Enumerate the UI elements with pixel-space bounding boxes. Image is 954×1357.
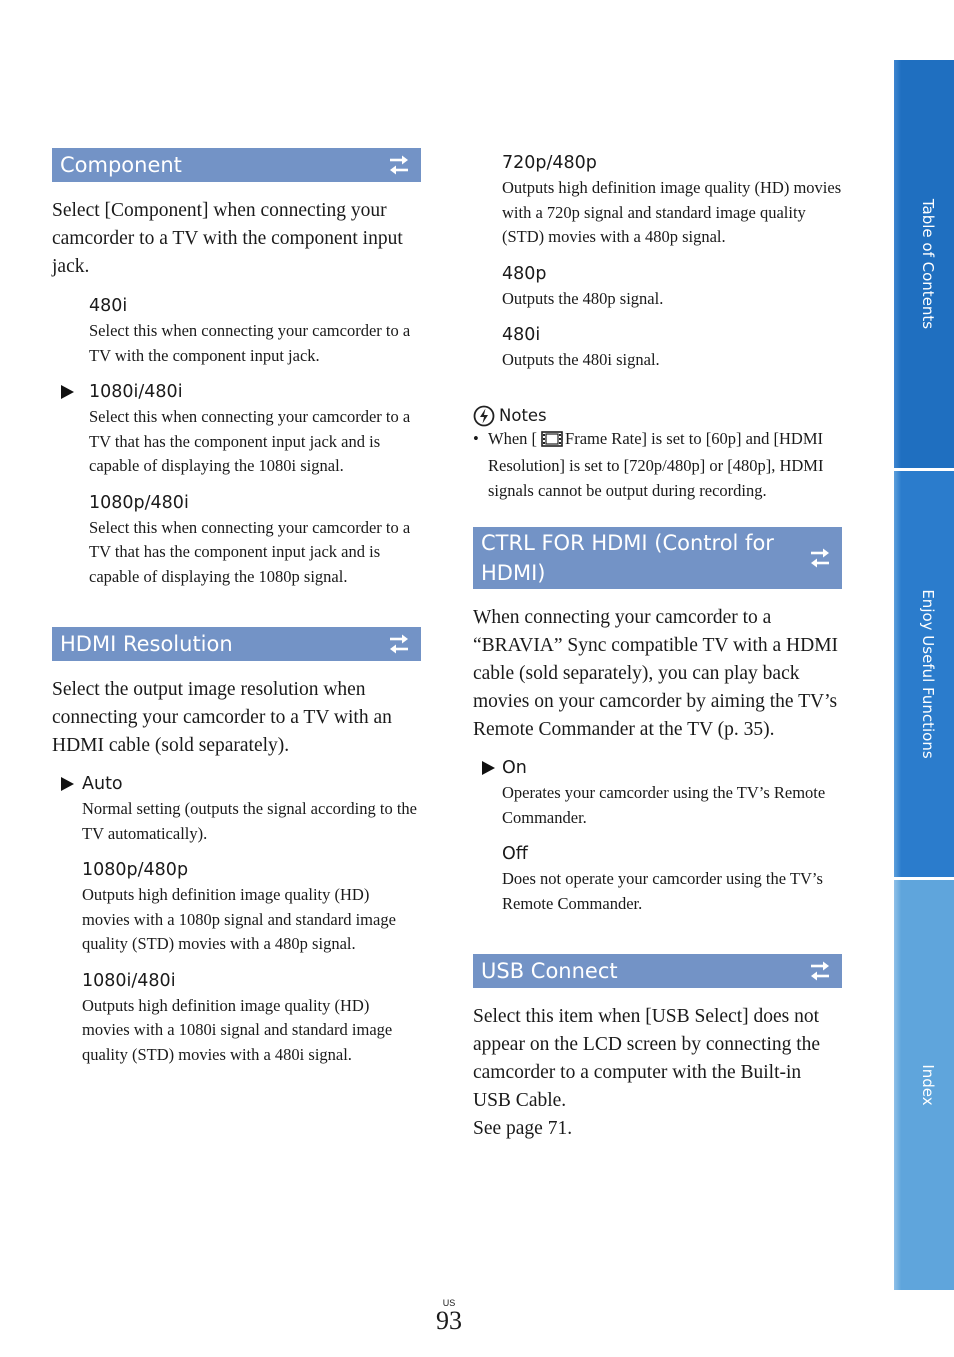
notes-label: Notes xyxy=(499,406,547,425)
option-title: 480i xyxy=(89,296,128,316)
option-desc: Select this when connecting your camcorder to a TV that has the component input jack and is capable of displaying the 1080i signal. xyxy=(89,407,411,475)
option-title: 1080i/480i xyxy=(82,970,176,991)
option-desc: Outputs high definition image quality (HD) movies with a 1080p signal and standard image quality (STD) movies with a 480p signal. xyxy=(82,885,396,953)
page-number-value: 93 xyxy=(436,1306,462,1335)
note-item xyxy=(473,427,842,504)
section-header-ctrl-for-hdmi xyxy=(473,527,842,589)
swap-arrows-icon xyxy=(387,632,411,656)
option-desc: Select this when connecting your camcorder to a TV with the component input jack. xyxy=(89,321,411,365)
option-720p-480p xyxy=(473,151,842,250)
default-marker-icon xyxy=(482,761,495,775)
option-desc: Outputs the 480i signal. xyxy=(502,350,660,369)
option-title: 1080i/480i xyxy=(89,382,183,402)
option-desc: Select this when connecting your camcorder to a TV that has the component input jack and is capable of displaying the 1080p signal. xyxy=(89,517,411,586)
component-lead: Select [Component] when connecting your camcorder to a TV with the component input jack. xyxy=(52,200,403,277)
section-title: HDMI Resolution xyxy=(60,632,233,656)
option-title: Off xyxy=(502,844,528,864)
default-marker-icon xyxy=(61,777,74,791)
option-1080p-480i xyxy=(52,491,421,590)
tab-table-of-contents[interactable] xyxy=(894,60,954,468)
ctrl-for-hdmi-lead: When connecting your camcorder to a “BRAVIA” Sync compatible TV with a HDMI cable (sold separately), you can play back movies on your camcorder by aiming the TV’s Remote Commander at the TV (p. 35). xyxy=(473,607,839,740)
tab-label: Index xyxy=(919,1064,937,1106)
right-column xyxy=(473,151,842,1143)
usb-connect-lead: Select this item when [USB Select] does not appear on the LCD screen by connecting the camcorder to a computer with the Built-in USB Cable. xyxy=(473,1006,821,1111)
page-number xyxy=(432,1298,466,1334)
left-column xyxy=(52,148,421,1067)
note-text-start: When [ xyxy=(488,428,538,448)
see-page-link[interactable]: See page 71. xyxy=(473,1118,573,1139)
option-480p xyxy=(473,262,842,312)
option-1080p-480p xyxy=(52,858,421,957)
option-on xyxy=(473,756,842,830)
tab-label: Table of Contents xyxy=(919,198,937,330)
swap-arrows-icon xyxy=(808,546,832,570)
option-title: 480i xyxy=(502,325,541,345)
option-title: 720p/480p xyxy=(502,153,597,173)
option-desc: Operates your camcorder using the TV’s Remote Commander. xyxy=(502,783,826,827)
hdmi-resolution-lead: Select the output image resolution when connecting your camcorder to a TV with an HDMI cable (sold separately). xyxy=(52,679,392,756)
region-code: US xyxy=(442,1298,456,1308)
notes-warning-icon xyxy=(473,405,495,427)
tab-label: Enjoy Useful Functions xyxy=(919,589,937,759)
option-480i xyxy=(473,323,842,373)
option-1080i-480i xyxy=(52,969,421,1068)
swap-arrows-icon xyxy=(387,153,411,177)
option-title: 480p xyxy=(502,263,547,284)
tab-index[interactable] xyxy=(894,880,954,1290)
option-title: Auto xyxy=(82,774,123,794)
option-desc: Outputs high definition image quality (HD) movies with a 1080i signal and standard image quality (STD) movies with a 480i signal. xyxy=(82,995,393,1064)
option-desc: Does not operate your camcorder using the TV’s Remote Commander. xyxy=(502,869,823,913)
section-title: USB Connect xyxy=(481,959,618,983)
section-title: Component xyxy=(60,153,182,177)
option-480i xyxy=(52,294,421,368)
film-icon xyxy=(541,430,563,455)
section-title: CTRL FOR HDMI (Control for HDMI) xyxy=(481,531,774,585)
option-auto xyxy=(52,772,421,846)
section-header-component xyxy=(52,148,421,182)
option-title: 1080p/480p xyxy=(82,860,189,880)
option-desc: Normal setting (outputs the signal according to the TV automatically). xyxy=(82,799,417,843)
section-header-hdmi-resolution xyxy=(52,627,421,661)
option-off xyxy=(473,842,842,916)
section-header-usb-connect xyxy=(473,954,842,988)
notes-header xyxy=(473,405,842,427)
note-text-end: Frame Rate] is set to [60p] and [HDMI Resolution] is set to [720p/480p] or [480p], HDMI signals cannot be output during recording. xyxy=(488,428,824,500)
option-1080i-480i xyxy=(52,380,421,479)
option-desc: Outputs high definition image quality (HD) movies with a 720p signal and standard image quality (STD) movies with a 480p signal. xyxy=(502,178,842,246)
swap-arrows-icon xyxy=(808,959,832,983)
bullet: • xyxy=(473,428,479,448)
tab-enjoy-useful-functions[interactable] xyxy=(894,471,954,877)
default-marker-icon xyxy=(61,385,74,399)
option-title: 1080p/480i xyxy=(89,492,189,513)
option-desc: Outputs the 480p signal. xyxy=(502,288,664,308)
option-title: On xyxy=(502,758,527,778)
